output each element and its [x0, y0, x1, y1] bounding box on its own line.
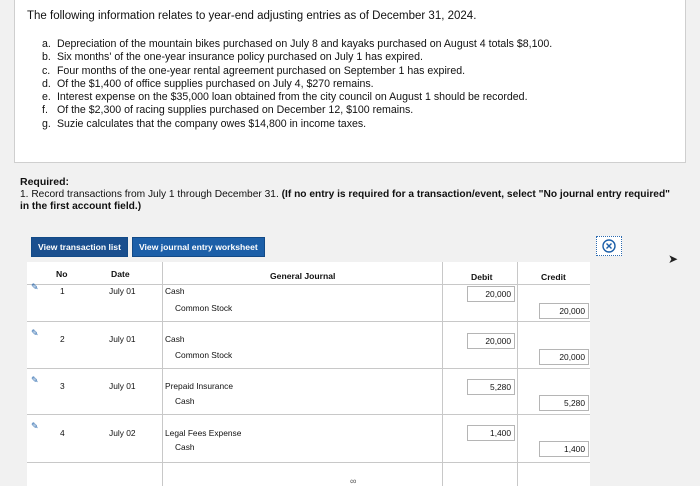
debit-account: Prepaid Insurance	[165, 381, 233, 391]
debit-amount[interactable]: 20,000	[467, 286, 515, 302]
debit-account: Legal Fees Expense	[165, 428, 242, 438]
close-circle-icon	[602, 239, 616, 253]
header-date: Date	[111, 269, 130, 279]
list-item: d. Of the $1,400 of office supplies purchased on July 4, $270 remains.	[42, 77, 374, 90]
header-general-journal: General Journal	[270, 271, 336, 281]
journal-table	[27, 262, 590, 486]
credit-account: Cash	[175, 442, 195, 452]
tab-bar	[31, 237, 269, 257]
list-item: f. Of the $2,300 of racing supplies purchased on December 12, $100 remains.	[42, 104, 414, 117]
credit-amount[interactable]: 20,000	[539, 349, 589, 365]
edit-pencil-icon[interactable]: ✎	[31, 328, 39, 338]
row-date: July 01	[109, 334, 136, 344]
row-no: 1	[60, 286, 65, 296]
required-instructions: 1. Record transactions from July 1 through December 31. (If no entry is required for a transaction/event, select "No journal entry required" in the first account field.)	[20, 189, 671, 212]
debit-account: Cash	[165, 334, 185, 344]
debit-account: Cash	[165, 286, 185, 296]
close-button[interactable]	[596, 236, 622, 256]
header-no: No	[56, 269, 68, 279]
credit-amount[interactable]: 5,280	[539, 395, 589, 411]
credit-account: Common Stock	[175, 350, 233, 360]
list-item: g. Suzie calculates that the company owes $14,800 in income taxes.	[42, 117, 367, 130]
row-no: 2	[60, 334, 65, 344]
edit-pencil-icon[interactable]: ✎	[31, 375, 39, 385]
credit-amount[interactable]: 1,400	[539, 441, 589, 457]
header-debit: Debit	[471, 272, 493, 282]
adjustment-list	[42, 38, 552, 131]
header-credit: Credit	[541, 272, 566, 282]
list-item: c. Four months of the one-year rental agreement purchased on September 1 has expired.	[42, 64, 466, 77]
list-item: e. Interest expense on the $35,000 loan obtained from the city council on August 1 should be recorded.	[42, 91, 528, 104]
row-date: July 01	[109, 381, 136, 391]
view-transaction-list-button[interactable]: View transaction list	[31, 237, 128, 257]
credit-account: Cash	[175, 396, 195, 406]
list-item: a. Depreciation of the mountain bikes purchased on July 8 and kayaks purchased on August 4 totals $8,100.	[42, 38, 553, 50]
edit-pencil-icon[interactable]: ✎	[31, 282, 39, 292]
credit-amount[interactable]: 20,000	[539, 303, 589, 319]
intro-text: The following information relates to year-end adjusting entries as of December 31, 2024.	[27, 10, 477, 22]
mouse-cursor-icon: ➤	[668, 252, 679, 266]
view-journal-entry-worksheet-button[interactable]: View journal entry worksheet	[132, 237, 265, 257]
row-no: 4	[60, 428, 65, 438]
debit-amount[interactable]: 5,280	[467, 379, 515, 395]
link-icon: ∞	[350, 476, 357, 486]
required-heading: Required:	[20, 176, 70, 188]
row-date: July 02	[109, 428, 136, 438]
row-date: July 01	[109, 286, 136, 296]
row-no: 3	[60, 381, 65, 391]
list-item: b. Six months' of the one-year insurance policy purchased on July 1 has expired.	[42, 51, 423, 64]
credit-account: Common Stock	[175, 303, 233, 313]
edit-pencil-icon[interactable]: ✎	[31, 421, 39, 431]
debit-amount[interactable]: 1,400	[467, 425, 515, 441]
debit-amount[interactable]: 20,000	[467, 333, 515, 349]
